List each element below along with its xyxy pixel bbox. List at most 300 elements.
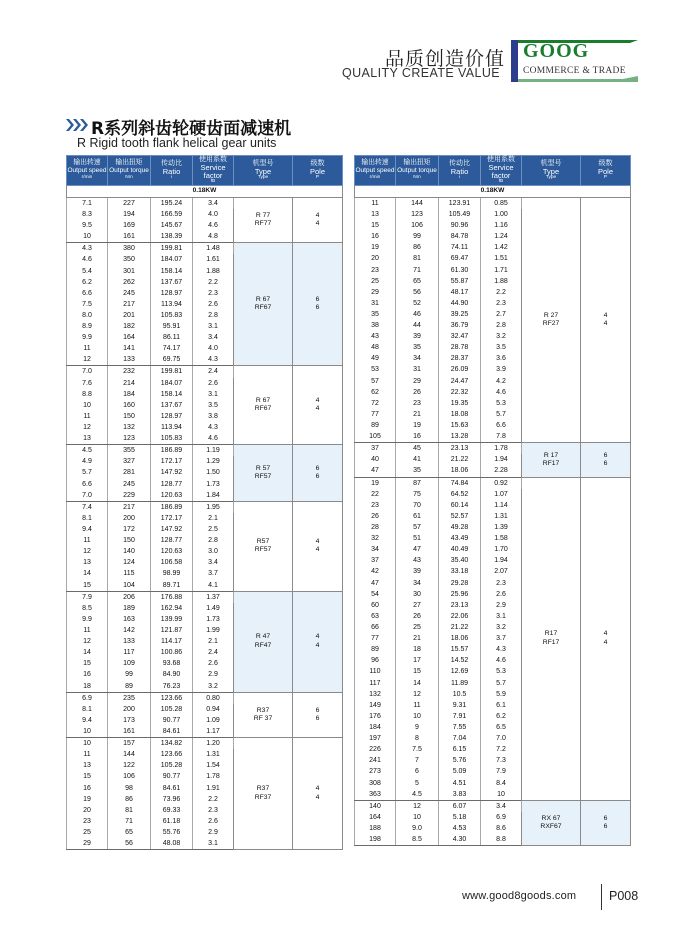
- column-header-en: Service factor: [200, 163, 226, 180]
- table-cell: 1.61: [193, 254, 234, 265]
- pole-value: 6: [315, 706, 320, 714]
- table-cell: 229: [108, 490, 151, 502]
- table-cell: 2.6: [193, 299, 234, 310]
- table-cell: 123.66: [151, 749, 193, 760]
- page-title-cn: R系列斜齿轮硬齿面减速机: [91, 119, 292, 139]
- table-cell: 49.28: [439, 522, 481, 533]
- table-cell: 7.0: [67, 490, 108, 502]
- table-cell: 29: [67, 838, 108, 850]
- pole-value: 6: [603, 814, 608, 822]
- pole-value: 6: [603, 459, 608, 467]
- column-header-cn: 输出扭矩: [115, 159, 143, 167]
- table-cell: 1.84: [193, 490, 234, 502]
- table-cell: 15.63: [439, 420, 481, 431]
- table-cell: 1.19: [193, 445, 234, 457]
- table-cell: 140: [355, 800, 396, 812]
- table-cell: 301: [108, 265, 151, 276]
- table-cell: 21.22: [439, 622, 481, 633]
- table-cell: 105.49: [439, 209, 481, 220]
- table-cell: 23: [355, 500, 396, 511]
- table-cell: 7.55: [439, 722, 481, 733]
- model-name: RF67: [254, 405, 272, 413]
- table-cell: 109: [108, 658, 151, 669]
- table-cell: 2.2: [193, 794, 234, 805]
- table-cell: 55.87: [439, 276, 481, 287]
- table-cell: 98: [108, 782, 151, 793]
- table-cell: 38: [355, 320, 396, 331]
- table-cell: 12: [396, 800, 439, 812]
- table-cell: 1.42: [481, 242, 522, 253]
- table-cell: 14: [67, 568, 108, 579]
- table-cell: 5.3: [481, 398, 522, 409]
- table-cell: 11: [67, 411, 108, 422]
- table-cell: 0.94: [193, 704, 234, 715]
- table-cell: 51: [396, 533, 439, 544]
- table-cell: 28: [355, 522, 396, 533]
- pole-value: 4: [315, 397, 320, 405]
- table-cell: 35: [396, 342, 439, 353]
- table-cell: 128.97: [151, 288, 193, 299]
- table-cell: 227: [108, 197, 151, 209]
- column-header: [67, 156, 108, 186]
- table-cell: 114.17: [151, 636, 193, 647]
- table-cell: 25: [396, 622, 439, 633]
- table-cell: 2.6: [193, 658, 234, 669]
- table-cell: 8.8: [67, 389, 108, 400]
- table-cell: 56: [108, 838, 151, 850]
- table-cell: 26: [396, 611, 439, 622]
- table-cell: 5.7: [67, 467, 108, 478]
- table-cell: 9.9: [67, 332, 108, 343]
- table-cell: 49: [355, 353, 396, 364]
- table-cell: 69.75: [151, 354, 193, 366]
- spec-table-left: [66, 155, 343, 850]
- table-cell: 14.52: [439, 655, 481, 666]
- table-cell: 37: [355, 443, 396, 455]
- table-cell: 172: [108, 524, 151, 535]
- table-cell: 33.18: [439, 566, 481, 577]
- logo-wordmark: GOOG: [523, 40, 590, 62]
- pole-value: 6: [315, 714, 320, 722]
- table-cell: 117: [108, 647, 151, 658]
- table-cell: 173: [108, 715, 151, 726]
- table-cell: 1.20: [193, 738, 234, 750]
- table-cell: 48: [355, 342, 396, 353]
- table-cell: 2.4: [193, 647, 234, 658]
- table-cell: 147.92: [151, 467, 193, 478]
- table-cell: 1.00: [481, 209, 522, 220]
- table-cell: 4.3: [193, 422, 234, 433]
- table-cell: 189: [108, 603, 151, 614]
- pole-cell: [293, 366, 343, 445]
- table-cell: 47: [355, 465, 396, 477]
- chevron-double-right-icon: [66, 119, 88, 131]
- table-cell: 31: [355, 298, 396, 309]
- table-cell: 11: [396, 700, 439, 711]
- column-header-en: Ratio: [450, 166, 469, 176]
- column-header-unit: P: [315, 175, 320, 181]
- table-row: [355, 197, 631, 209]
- model-name: RF17: [542, 638, 560, 646]
- power-row: [67, 185, 343, 197]
- model-cell: [234, 738, 293, 850]
- table-cell: 184: [108, 389, 151, 400]
- table-cell: 12: [396, 689, 439, 700]
- column-header-en: Output torque: [109, 167, 149, 175]
- model-name: R37: [256, 785, 270, 793]
- table-cell: 8.5: [67, 603, 108, 614]
- table-cell: 57: [396, 522, 439, 533]
- table-cell: 7.91: [439, 711, 481, 722]
- table-cell: 12: [67, 636, 108, 647]
- table-cell: 106.58: [151, 557, 193, 568]
- table-cell: 4.30: [439, 834, 481, 846]
- table-cell: 0.85: [481, 197, 522, 209]
- table-cell: 18.06: [439, 633, 481, 644]
- table-cell: 72: [355, 398, 396, 409]
- table-cell: 4.6: [193, 220, 234, 231]
- model-name: RF77: [254, 220, 272, 228]
- table-cell: 5.3: [481, 666, 522, 677]
- table-cell: 90.77: [151, 715, 193, 726]
- table-cell: 232: [108, 366, 151, 378]
- table-cell: 195.24: [151, 197, 193, 209]
- table-cell: 3.9: [481, 364, 522, 375]
- table-cell: 138.39: [151, 231, 193, 243]
- model-cell: [234, 591, 293, 692]
- pole-cell: [293, 591, 343, 692]
- table-cell: 26: [396, 387, 439, 398]
- model-cell: [522, 197, 581, 442]
- table-cell: 81: [108, 805, 151, 816]
- table-cell: 53: [355, 364, 396, 375]
- table-cell: 133: [108, 354, 151, 366]
- table-cell: 1.94: [481, 454, 522, 465]
- table-cell: 6.2: [481, 711, 522, 722]
- model-cell: [234, 197, 293, 242]
- table-cell: 4.5: [396, 789, 439, 801]
- table-cell: 89: [355, 644, 396, 655]
- table-cell: 245: [108, 479, 151, 490]
- column-header: [234, 156, 293, 186]
- table-cell: 4.6: [67, 254, 108, 265]
- table-cell: 5.7: [481, 409, 522, 420]
- table-cell: 164: [108, 332, 151, 343]
- table-cell: 9.9: [67, 614, 108, 625]
- table-cell: 164: [355, 812, 396, 823]
- model-name: RF17: [542, 459, 560, 467]
- table-cell: 18: [67, 681, 108, 693]
- table-cell: 188: [355, 823, 396, 834]
- table-cell: 12: [67, 546, 108, 557]
- table-cell: 4.3: [67, 243, 108, 255]
- table-cell: 199.81: [151, 366, 193, 378]
- table-cell: 2.9: [193, 827, 234, 838]
- table-cell: 11: [67, 343, 108, 354]
- column-header-unit: Nm: [125, 174, 133, 180]
- table-cell: 57: [355, 376, 396, 387]
- table-cell: 142: [108, 625, 151, 636]
- pole-value: 4: [603, 320, 608, 327]
- column-header-en: Service factor: [488, 163, 514, 180]
- table-cell: 281: [108, 467, 151, 478]
- table-cell: 84.61: [151, 726, 193, 738]
- table-cell: 9.4: [67, 715, 108, 726]
- column-header-en: Output torque: [397, 167, 437, 175]
- table-cell: 39: [396, 331, 439, 342]
- column-header-unit: Nm: [413, 174, 421, 180]
- table-cell: 16: [67, 782, 108, 793]
- table-cell: 113.94: [151, 422, 193, 433]
- table-cell: 28.78: [439, 342, 481, 353]
- pole-cell: [581, 443, 631, 477]
- table-cell: 61.30: [439, 264, 481, 275]
- table-row: [67, 243, 343, 255]
- table-cell: 161: [108, 726, 151, 738]
- table-cell: 2.3: [193, 288, 234, 299]
- column-header: [355, 156, 396, 186]
- table-cell: 3.8: [193, 411, 234, 422]
- table-cell: 25.96: [439, 589, 481, 600]
- table-cell: 150: [108, 411, 151, 422]
- table-cell: 115: [108, 568, 151, 579]
- table-cell: 123.66: [151, 692, 193, 704]
- pole-cell: [581, 477, 631, 800]
- table-cell: 4.6: [193, 433, 234, 445]
- table-cell: 29: [355, 287, 396, 298]
- table-cell: 6.5: [481, 722, 522, 733]
- table-cell: 17: [396, 655, 439, 666]
- table-cell: 47: [355, 578, 396, 589]
- table-cell: 44.90: [439, 298, 481, 309]
- table-cell: 7.6: [67, 378, 108, 389]
- table-cell: 73.96: [151, 794, 193, 805]
- column-header-unit: i: [458, 175, 461, 181]
- table-cell: 123.91: [439, 197, 481, 209]
- column-header: [581, 156, 631, 186]
- table-cell: 105.83: [151, 310, 193, 321]
- table-cell: 6.07: [439, 800, 481, 812]
- table-cell: 15: [67, 771, 108, 782]
- table-cell: 0.92: [481, 477, 522, 489]
- column-header-en: Output speed: [67, 167, 107, 175]
- table-cell: 74.11: [439, 242, 481, 253]
- pole-value: 4: [315, 211, 320, 219]
- table-cell: 380: [108, 243, 151, 255]
- table-cell: 2.3: [481, 578, 522, 589]
- table-cell: 16: [67, 669, 108, 680]
- table-cell: 10: [481, 789, 522, 801]
- table-cell: 25: [67, 827, 108, 838]
- table-cell: 35: [355, 309, 396, 320]
- table-cell: 2.8: [193, 535, 234, 546]
- table-cell: 1.95: [193, 501, 234, 513]
- table-cell: 2.2: [481, 287, 522, 298]
- table-cell: 93.68: [151, 658, 193, 669]
- table-cell: 20: [67, 805, 108, 816]
- table-cell: 90.77: [151, 771, 193, 782]
- table-cell: 128.77: [151, 535, 193, 546]
- table-cell: 1.73: [193, 479, 234, 490]
- table-cell: 10: [67, 738, 108, 750]
- table-cell: 5: [396, 777, 439, 788]
- table-cell: 2.1: [193, 636, 234, 647]
- table-cell: 137.67: [151, 400, 193, 411]
- model-cell: [522, 800, 581, 845]
- table-cell: 5.18: [439, 812, 481, 823]
- table-row: [355, 443, 631, 455]
- table-cell: 7.3: [481, 755, 522, 766]
- table-cell: 2.1: [193, 513, 234, 524]
- table-cell: 1.37: [193, 591, 234, 603]
- slogan-en: QUALITY CREATE VALUE: [342, 66, 501, 80]
- table-cell: 2.4: [193, 366, 234, 378]
- column-header-cn: 机型号: [540, 159, 562, 167]
- table-cell: 1.48: [193, 243, 234, 255]
- table-cell: 19: [396, 420, 439, 431]
- table-cell: 9.0: [396, 823, 439, 834]
- table-cell: 15: [67, 658, 108, 669]
- table-cell: 355: [108, 445, 151, 457]
- table-cell: 7.8: [481, 431, 522, 443]
- table-cell: 15.57: [439, 644, 481, 655]
- table-cell: 176.88: [151, 591, 193, 603]
- table-cell: 8.5: [396, 834, 439, 846]
- table-cell: 99: [108, 669, 151, 680]
- table-cell: 6.2: [67, 277, 108, 288]
- pole-cell: [581, 197, 631, 442]
- table-cell: 113.94: [151, 299, 193, 310]
- table-cell: 6.9: [481, 812, 522, 823]
- table-cell: 3.5: [193, 400, 234, 411]
- column-header-cn: 输出转速: [73, 159, 101, 167]
- table-cell: 350: [108, 254, 151, 265]
- table-row: [355, 800, 631, 812]
- column-header-cn: 传动比: [161, 159, 182, 167]
- table-cell: 1.78: [481, 443, 522, 455]
- table-cell: 11.89: [439, 678, 481, 689]
- table-cell: 3.4: [481, 800, 522, 812]
- table-cell: 5.4: [67, 265, 108, 276]
- table-cell: 60: [355, 600, 396, 611]
- table-cell: 11: [67, 749, 108, 760]
- table-cell: 77: [355, 633, 396, 644]
- pole-value: 6: [603, 451, 608, 459]
- table-cell: 3.83: [439, 789, 481, 801]
- pole-value: 4: [603, 311, 608, 319]
- table-cell: 71: [108, 816, 151, 827]
- column-header: [481, 156, 522, 186]
- table-cell: 1.31: [481, 511, 522, 522]
- table-cell: 23: [355, 264, 396, 275]
- column-header-cn: 传动比: [449, 159, 470, 167]
- table-cell: 158.14: [151, 389, 193, 400]
- table-cell: 4.51: [439, 777, 481, 788]
- table-cell: 147.92: [151, 524, 193, 535]
- table-row: [67, 591, 343, 603]
- table-cell: 4.1: [193, 580, 234, 592]
- table-cell: 1.51: [481, 253, 522, 264]
- model-cell: [234, 445, 293, 502]
- column-header: [439, 156, 481, 186]
- pole-cell: [293, 197, 343, 242]
- table-cell: 98.99: [151, 568, 193, 579]
- table-cell: 121.87: [151, 625, 193, 636]
- table-cell: 198: [355, 834, 396, 846]
- table-cell: 150: [108, 535, 151, 546]
- table-cell: 1.24: [481, 231, 522, 242]
- table-cell: 140: [108, 546, 151, 557]
- table-cell: 4.8: [193, 231, 234, 243]
- column-header-cn: 输出转速: [361, 159, 389, 167]
- pole-cell: [293, 738, 343, 850]
- table-cell: 11: [355, 197, 396, 209]
- table-cell: 186.89: [151, 445, 193, 457]
- table-cell: 13: [355, 209, 396, 220]
- table-row: [67, 366, 343, 378]
- table-cell: 5.09: [439, 766, 481, 777]
- table-cell: 1.50: [193, 467, 234, 478]
- table-cell: 9.31: [439, 700, 481, 711]
- table-cell: 182: [108, 321, 151, 332]
- table-cell: 105.83: [151, 433, 193, 445]
- table-cell: 2.07: [481, 566, 522, 577]
- table-cell: 36.79: [439, 320, 481, 331]
- table-cell: 23.13: [439, 600, 481, 611]
- pole-cell: [581, 800, 631, 845]
- column-header-en: Type: [542, 166, 560, 176]
- pole-cell: [293, 501, 343, 591]
- model-name: R37: [256, 706, 270, 714]
- pole-value: 6: [603, 822, 608, 830]
- table-cell: 6.9: [67, 692, 108, 704]
- table-cell: 60.14: [439, 500, 481, 511]
- table-cell: 1.14: [481, 500, 522, 511]
- model-name: RF27: [542, 320, 560, 327]
- table-cell: 2.9: [481, 600, 522, 611]
- table-cell: 26.09: [439, 364, 481, 375]
- table-cell: 1.91: [193, 782, 234, 793]
- table-cell: 10: [67, 231, 108, 243]
- table-cell: 149: [355, 700, 396, 711]
- table-cell: 54: [355, 589, 396, 600]
- table-cell: 15: [355, 220, 396, 231]
- table-cell: 37: [355, 555, 396, 566]
- table-cell: 84.61: [151, 782, 193, 793]
- table-cell: 28.37: [439, 353, 481, 364]
- table-cell: 0.80: [193, 692, 234, 704]
- model-name: R17: [544, 630, 558, 638]
- table-cell: 22: [355, 489, 396, 500]
- model-name: R 17: [543, 451, 559, 459]
- table-cell: 166.59: [151, 209, 193, 220]
- table-cell: 241: [355, 755, 396, 766]
- column-header-en: Output speed: [355, 167, 395, 175]
- table-cell: 61.18: [151, 816, 193, 827]
- table-cell: 110: [355, 666, 396, 677]
- table-cell: 2.6: [193, 816, 234, 827]
- table-cell: 158.14: [151, 265, 193, 276]
- table-cell: 214: [108, 378, 151, 389]
- table-cell: 1.58: [481, 533, 522, 544]
- table-cell: 6: [396, 766, 439, 777]
- table-cell: 7.0: [481, 733, 522, 744]
- table-cell: 9.4: [67, 524, 108, 535]
- table-cell: 2.3: [193, 805, 234, 816]
- table-cell: 184.07: [151, 254, 193, 265]
- table-cell: 133: [108, 636, 151, 647]
- table-cell: 7.0: [67, 366, 108, 378]
